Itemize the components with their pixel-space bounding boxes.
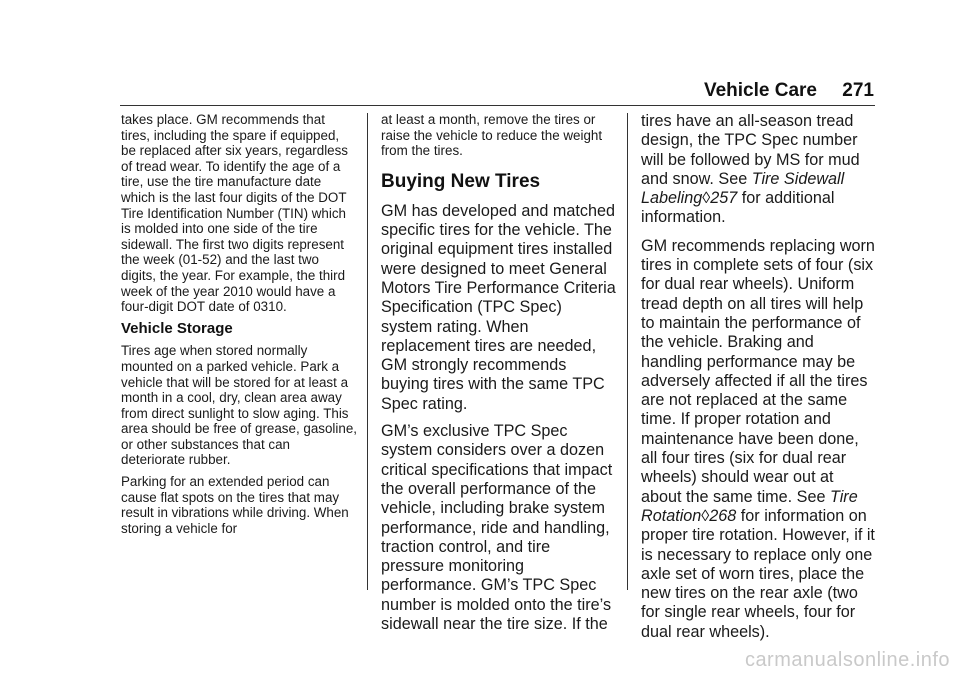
paragraph — [641, 112, 877, 228]
paragraph — [641, 237, 877, 642]
page-reference[interactable]: 257 — [710, 189, 738, 208]
watermark: carmanualsonline.info — [744, 649, 950, 671]
text: for information on proper tire rotation. However, if it is necessary to replace only one axle set of worn tires, place the new tires on the rear axle (two for single rear wheels, four for dual rear wheels). — [641, 506, 875, 641]
column-2 — [381, 112, 617, 642]
paragraph: at least a month, remove the tires or raise the vehicle to reduce the weight from the tires. — [381, 112, 603, 159]
header-rule — [120, 105, 875, 106]
column-divider — [367, 113, 368, 590]
column-1 — [121, 112, 357, 542]
cross-reference-link[interactable]: Tire Sidewall Labeling — [641, 169, 845, 208]
paragraph: GM’s exclusive TPC Spec system considers over a dozen critical specifications that impact the overall performance of the vehicle, including brake system performance, ride and handling, traction control, and tire pressure monitoring performance. GM’s TPC Spec number is molded onto the tire’s sidewall near the tire size. If the — [381, 422, 613, 634]
subheading-vehicle-storage: Vehicle Storage — [121, 319, 233, 337]
page-reference-icon: ◊ — [702, 189, 711, 208]
text: tires have an all-season tread design, the TPC Spec number will be followed by MS for mud and snow. See — [641, 112, 860, 188]
page-reference-icon: ◊ — [701, 506, 710, 525]
paragraph: Tires age when stored normally mounted on a parked vehicle. Park a vehicle that will be stored for at least a month in a cool, dry, clean area away from direct sunlight to slow aging. This area should be free of grease, gasoline, or other substances that can deteriorate rubber. — [121, 343, 357, 468]
page-reference[interactable]: 268 — [709, 506, 737, 525]
heading-buying-new-tires: Buying New Tires — [381, 170, 541, 192]
page-header — [704, 80, 874, 102]
page-number: 271 — [842, 80, 874, 101]
text: GM recommends replacing worn tires in complete sets of four (six for dual rear wheels). Uniform tread depth on all tires will help to maintain the performance of the vehicle. Braking and handling performance may be adversely affected if all the tires are not replaced at the same time. If proper rotation and maintenance have been done, all four tires (six for dual rear wheels) should wear out at about the same time. See — [641, 236, 875, 506]
paragraph: takes place. GM recommends that tires, including the spare if equipped, be replaced after six years, regardless of tread wear. To identify the age of a tire, use the tire manufacture date which is the last four digits of the DOT Tire Identification Number (TIN) which is molded into one side of the tire sidewall. The first two digits represent the week (01-52) and the last two digits, the year. For example, the third week of the year 2010 would have a four-digit DOT date of 0310. — [121, 112, 349, 315]
paragraph: GM has developed and matched specific tires for the vehicle. The original equipment tires installed were designed to meet General Motors Tire Performance Criteria Specification (TPC Spec) system rating. When replacement tires are needed, GM strongly recommends buying tires with the same TPC Spec rating. — [381, 201, 616, 413]
section-title: Vehicle Care — [703, 80, 818, 101]
column-divider — [627, 113, 628, 590]
cross-reference-link[interactable]: Tire Rotation — [641, 487, 858, 525]
text: for additional information. — [641, 189, 835, 227]
column-3 — [641, 112, 877, 651]
paragraph: Parking for an extended period can cause flat spots on the tires that may result in vibrations while driving. When storing a vehicle for — [121, 474, 349, 536]
